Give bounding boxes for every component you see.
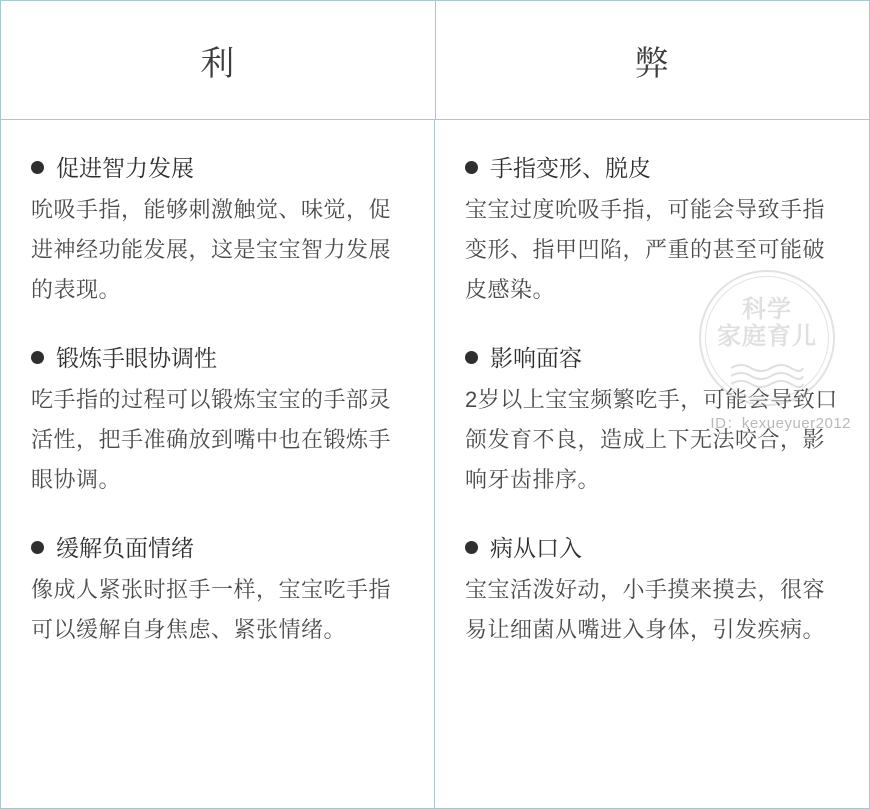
list-item	[31, 150, 406, 310]
block-title-text: 影响面容	[490, 345, 582, 371]
block-title	[465, 530, 841, 566]
table-header-cons: 弊	[634, 44, 670, 83]
list-item	[31, 340, 406, 500]
table-body-row	[1, 120, 869, 808]
block-title	[31, 530, 406, 566]
block-title	[465, 150, 841, 186]
watermark-logo-line1: 科学	[742, 296, 792, 323]
table-cell-pros	[1, 120, 435, 808]
table-header-pros: 利	[1, 1, 436, 119]
block-title-text: 锻炼手眼协调性	[56, 345, 217, 371]
table-header-row	[1, 1, 869, 120]
bullet-icon	[465, 161, 478, 174]
block-body-text: 吮吸手指，能够刺激触觉、味觉，促进神经功能发展，这是宝宝智力发展的表现。	[31, 197, 392, 302]
bullet-icon	[465, 541, 478, 554]
block-body-text: 像成人紧张时抠手一样，宝宝吃手指可以缓解自身焦虑、紧张情绪。	[31, 577, 392, 642]
block-body-text: 吃手指的过程可以锻炼宝宝的手部灵活性，把手准确放到嘴中也在锻炼手眼协调。	[31, 387, 392, 492]
block-body-text: 2岁以上宝宝频繁吃手，可能会导致口颌发育不良，造成上下无法咬合，影响牙齿排序。	[465, 387, 838, 492]
block-title-text: 缓解负面情绪	[56, 535, 194, 561]
block-title	[31, 340, 406, 376]
table-cell-cons	[435, 120, 869, 808]
watermark-id-text: ID：kexueyuer2012	[710, 415, 851, 432]
block-title-text: 病从口入	[490, 535, 582, 561]
block-title-text: 促进智力发展	[56, 155, 194, 181]
bullet-icon	[31, 161, 44, 174]
block-body-text: 宝宝过度吮吸手指，可能会导致手指变形、指甲凹陷，严重的甚至可能破皮感染。	[465, 197, 826, 302]
list-item	[465, 340, 841, 500]
list-item	[465, 150, 841, 310]
watermark-logo-line2: 家庭育儿	[717, 323, 817, 350]
block-title	[465, 340, 841, 376]
list-item	[465, 530, 841, 650]
list-item	[31, 530, 406, 650]
bullet-icon	[31, 351, 44, 364]
bullet-icon	[465, 351, 478, 364]
bullet-icon	[31, 541, 44, 554]
block-title	[31, 150, 406, 186]
block-body-text: 宝宝活泼好动，小手摸来摸去，很容易让细菌从嘴进入身体，引发疾病。	[465, 577, 826, 642]
block-title-text: 手指变形、脱皮	[490, 155, 651, 181]
